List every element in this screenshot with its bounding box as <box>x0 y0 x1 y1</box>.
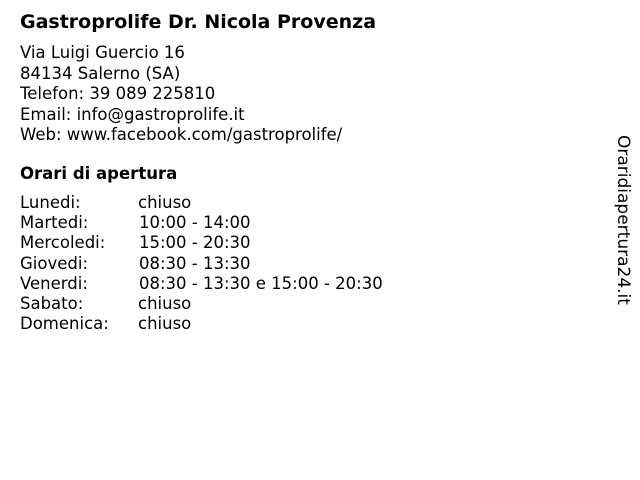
day-label: Martedi: <box>20 213 89 233</box>
address-city: 84134 Salerno (SA) <box>20 63 181 83</box>
day-hours: chiuso <box>138 293 192 313</box>
day-hours: chiuso <box>138 314 192 334</box>
website-address: Web: www.facebook.com/gastroprolife/ <box>20 125 343 144</box>
day-label: Venerdi: <box>20 273 88 293</box>
opening-hours-heading: Orari di apertura <box>20 164 178 183</box>
day-label: Mercoledi: <box>20 233 106 253</box>
business-name: Gastroprolife Dr. Nicola Provenza <box>20 11 377 33</box>
site-brand-vertical <box>605 135 640 310</box>
contact-info <box>20 43 342 146</box>
day-label: Giovedi: <box>20 253 88 273</box>
day-hours: 08:30 - 13:30 <box>139 253 251 273</box>
phone-number: Telefon: 39 089 225810 <box>20 84 216 103</box>
day-label: Sabato: <box>20 293 84 313</box>
day-hours: 15:00 - 20:30 <box>139 233 251 253</box>
email-address: Email: info@gastroprolife.it <box>20 104 245 124</box>
address-street: Via Luigi Guercio 16 <box>20 43 185 62</box>
day-hours: 08:30 - 13:30 e 15:00 - 20:30 <box>139 273 383 293</box>
day-label: Domenica: <box>20 314 109 334</box>
day-label: Lunedi: <box>20 193 81 212</box>
site-brand-text: Oraridiapertura24.it <box>613 135 633 305</box>
day-hours: 10:00 - 14:00 <box>139 213 251 233</box>
day-hours: chiuso <box>138 193 192 212</box>
